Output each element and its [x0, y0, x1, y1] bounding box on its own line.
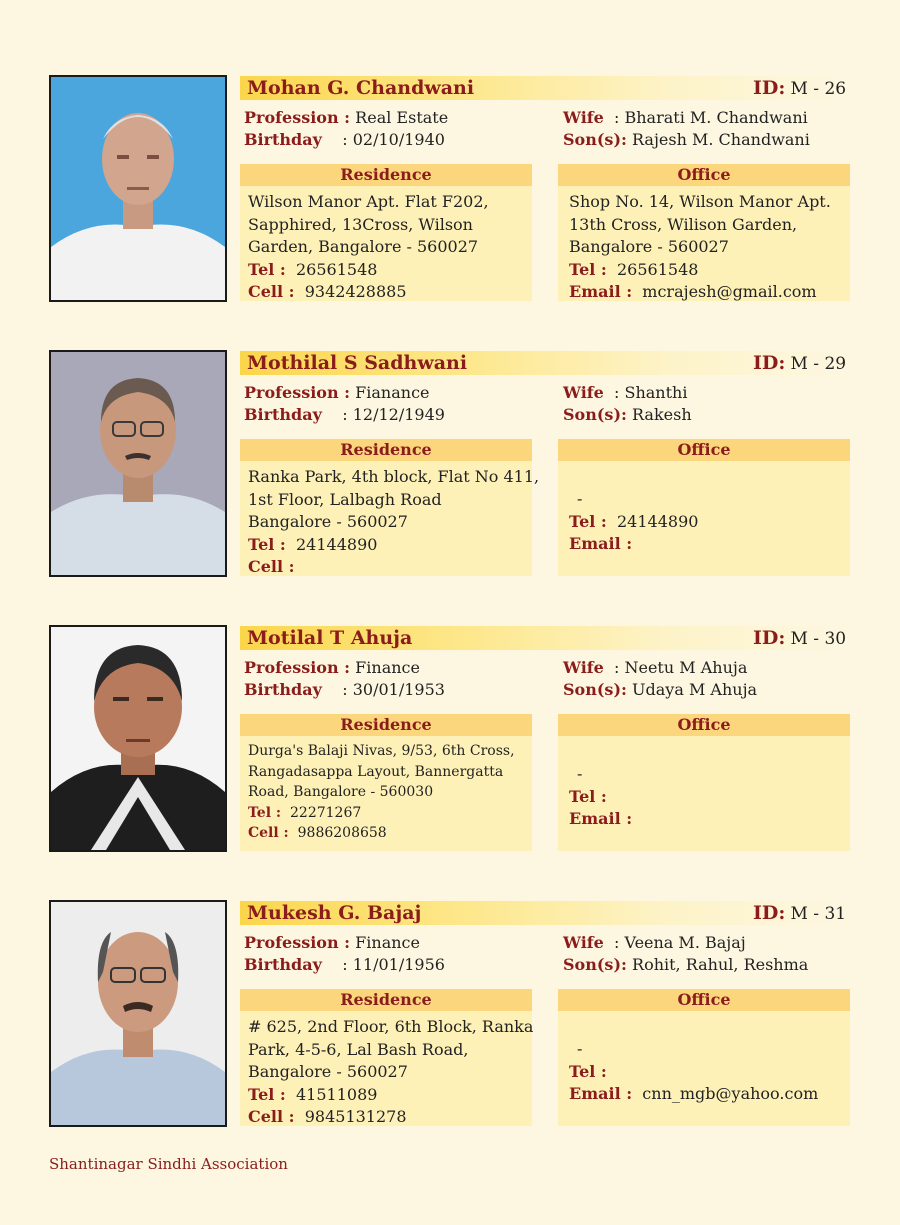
wife-row: Wife : Veena M. Bajaj [563, 933, 746, 952]
office-address: - Tel : Email : cnn_mgb@yahoo.com [569, 1038, 818, 1106]
member-name: Mukesh G. Bajaj [247, 902, 422, 924]
wife-row: Wife : Shanthi [563, 383, 688, 402]
member-id: ID: M - 26 [753, 77, 847, 99]
residence-tel: Tel : 24144890 [248, 534, 378, 554]
residence-cell: Cell : [248, 557, 295, 576]
member-name: Mohan G. Chandwani [247, 77, 475, 99]
member-card [0, 900, 900, 1128]
office-address: - Tel : Email : [569, 763, 642, 831]
sons-row: Son(s): Rajesh M. Chandwani [563, 130, 810, 149]
office-header: Office [558, 714, 850, 736]
birthday-row: Birthday : 30/01/1953 [244, 680, 445, 699]
profession-row: Profession : Fianance [244, 383, 430, 402]
member-photo [49, 900, 227, 1127]
birthday-row: Birthday : 12/12/1949 [244, 405, 445, 424]
residence-header: Residence [240, 714, 532, 736]
office-header: Office [558, 439, 850, 461]
residence-tel: Tel : 22271267 [248, 804, 362, 821]
birthday-row: Birthday : 11/01/1956 [244, 955, 445, 974]
residence-address: Ranka Park, 4th block, Flat No 411, 1st Floor, Lalbagh Road Bangalore - 560027 Tel : 24144890 Cell : [248, 466, 539, 579]
member-id: ID: M - 30 [753, 627, 847, 649]
sons-row: Son(s): Udaya M Ahuja [563, 680, 758, 699]
office-address: - Tel : 24144890 Email : [569, 488, 698, 556]
member-card [0, 625, 900, 853]
member-name: Mothilal S Sadhwani [247, 352, 468, 374]
residence-header: Residence [240, 164, 532, 186]
office-email: Email : [569, 809, 633, 828]
office-tel: Tel : [569, 1061, 607, 1081]
residence-address: Durga's Balaji Nivas, 9/53, 6th Cross, Rangadasappa Layout, Bannergatta Road, Bangalore - 560030 Tel : 22271267 Cell : 9886208658 [248, 741, 515, 844]
wife-row: Wife : Bharati M. Chandwani [563, 108, 808, 127]
wife-row: Wife : Neetu M Ahuja [563, 658, 748, 677]
profession-row: Profession : Finance [244, 658, 420, 677]
profession-row: Profession : Real Estate [244, 108, 449, 127]
office-email: Email : mcrajesh@gmail.com [569, 282, 817, 301]
member-card [0, 350, 900, 578]
member-id: ID: M - 29 [753, 352, 847, 374]
office-header: Office [558, 164, 850, 186]
office-address: Shop No. 14, Wilson Manor Apt. 13th Cross, Wilison Garden, Bangalore - 560027 Tel : 26561548 Email : mcrajesh@gmail.com [569, 191, 831, 304]
office-tel: Tel : 24144890 [569, 511, 699, 531]
profession-row: Profession : Finance [244, 933, 420, 952]
birthday-row: Birthday : 02/10/1940 [244, 130, 445, 149]
residence-tel: Tel : 41511089 [248, 1084, 378, 1104]
office-tel: Tel : 26561548 [569, 259, 699, 279]
residence-cell: Cell : 9845131278 [248, 1107, 407, 1126]
residence-header: Residence [240, 439, 532, 461]
office-tel: Tel : [569, 786, 607, 806]
footer-association-name: Shantinagar Sindhi Association [49, 1155, 288, 1173]
sons-row: Son(s): Rakesh [563, 405, 692, 424]
sons-row: Son(s): Rohit, Rahul, Reshma [563, 955, 809, 974]
residence-tel: Tel : 26561548 [248, 259, 378, 279]
member-id: ID: M - 31 [753, 902, 847, 924]
member-name: Motilal T Ahuja [247, 627, 413, 649]
member-photo [49, 350, 227, 577]
member-photo [49, 625, 227, 852]
office-email: Email : [569, 534, 633, 553]
member-card [0, 75, 900, 303]
residence-cell: Cell : 9886208658 [248, 825, 387, 841]
residence-cell: Cell : 9342428885 [248, 282, 407, 301]
office-email: Email : cnn_mgb@yahoo.com [569, 1084, 819, 1103]
office-header: Office [558, 989, 850, 1011]
residence-address: # 625, 2nd Floor, 6th Block, Ranka Park, 4-5-6, Lal Bash Road, Bangalore - 560027 Tel : 41511089 Cell : 9845131278 [248, 1016, 533, 1129]
member-photo [49, 75, 227, 302]
residence-address: Wilson Manor Apt. Flat F202, Sapphired, 13Cross, Wilson Garden, Bangalore - 560027 Tel : 26561548 Cell : 9342428885 [248, 191, 489, 304]
residence-header: Residence [240, 989, 532, 1011]
